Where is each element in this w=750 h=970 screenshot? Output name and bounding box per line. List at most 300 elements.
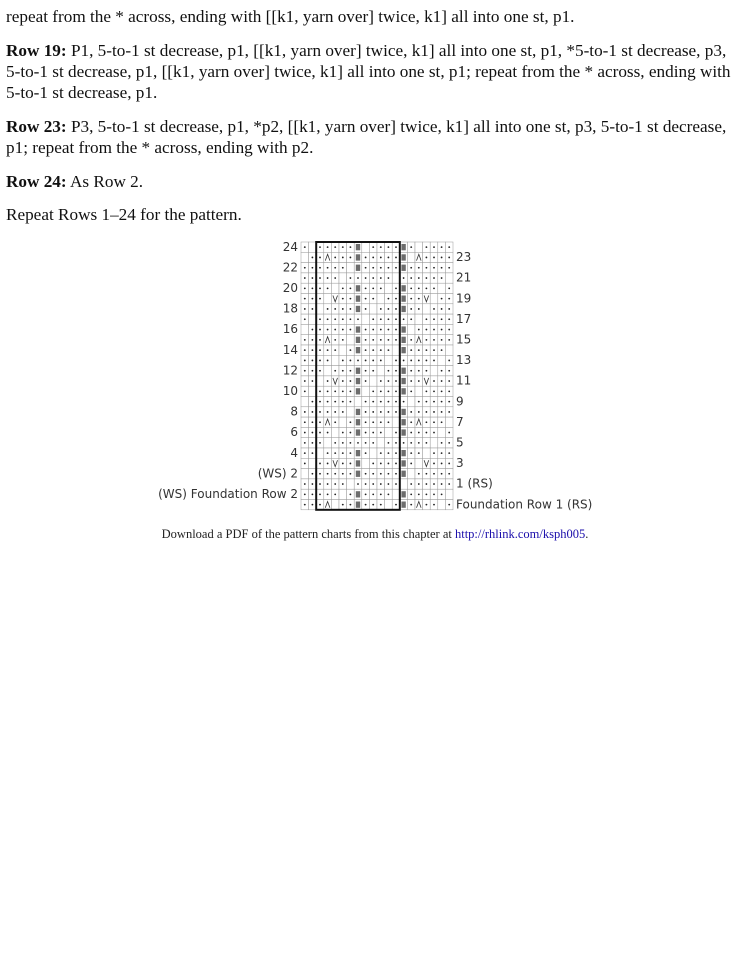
purl-dot	[441, 452, 443, 454]
decrease-symbol	[356, 265, 360, 271]
purl-dot	[388, 329, 390, 331]
purl-dot	[395, 411, 397, 413]
purl-dot	[319, 401, 321, 403]
decrease-symbol	[401, 409, 405, 415]
purl-dot	[304, 339, 306, 341]
purl-dot	[433, 452, 435, 454]
purl-dot	[441, 318, 443, 320]
purl-dot	[312, 411, 314, 413]
purl-dot	[327, 411, 329, 413]
purl-dot	[350, 370, 352, 372]
chart-cell	[407, 469, 415, 479]
caption-suffix: .	[585, 527, 589, 541]
purl-dot	[433, 257, 435, 259]
purl-dot	[327, 277, 329, 279]
purl-dot	[372, 318, 374, 320]
decrease-symbol	[401, 491, 405, 497]
purl-dot	[350, 504, 352, 506]
purl-dot	[388, 493, 390, 495]
row-label-right: 21	[456, 270, 472, 285]
purl-dot	[319, 432, 321, 434]
purl-dot	[327, 432, 329, 434]
purl-dot	[410, 287, 412, 289]
purl-dot	[448, 246, 450, 248]
decrease-symbol	[401, 378, 405, 384]
purl-dot	[388, 442, 390, 444]
decrease-symbol	[356, 378, 360, 384]
row-label-left: 18	[282, 301, 298, 316]
purl-dot	[418, 483, 420, 485]
purl-dot	[372, 493, 374, 495]
purl-dot	[350, 401, 352, 403]
purl-dot	[418, 442, 420, 444]
decrease-symbol	[356, 409, 360, 415]
purl-dot	[334, 257, 336, 259]
chart-cell	[392, 345, 400, 355]
purl-dot	[448, 411, 450, 413]
decrease-symbol	[401, 471, 405, 477]
purl-dot	[342, 452, 344, 454]
chart-caption	[0, 527, 750, 542]
purl-dot	[395, 246, 397, 248]
row-label-right: 19	[456, 291, 472, 306]
purl-dot	[441, 257, 443, 259]
purl-dot	[418, 473, 420, 475]
purl-dot	[448, 339, 450, 341]
purl-dot	[334, 370, 336, 372]
row-label-left: 4	[290, 445, 298, 460]
purl-dot	[380, 277, 382, 279]
purl-dot	[327, 308, 329, 310]
purl-dot	[410, 493, 412, 495]
purl-dot	[319, 411, 321, 413]
purl-dot	[448, 370, 450, 372]
purl-dot	[312, 370, 314, 372]
purl-dot	[304, 504, 306, 506]
purl-dot	[372, 432, 374, 434]
purl-dot	[304, 432, 306, 434]
purl-dot	[433, 246, 435, 248]
purl-dot	[380, 432, 382, 434]
purl-dot	[426, 390, 428, 392]
purl-dot	[319, 370, 321, 372]
purl-dot	[418, 370, 420, 372]
purl-dot	[418, 329, 420, 331]
purl-dot	[312, 493, 314, 495]
purl-dot	[327, 349, 329, 351]
purl-dot	[312, 360, 314, 362]
purl-dot	[365, 360, 367, 362]
decrease-symbol	[356, 429, 360, 435]
purl-dot	[350, 463, 352, 465]
purl-dot	[372, 401, 374, 403]
purl-dot	[327, 452, 329, 454]
chart-cell	[324, 366, 332, 376]
purl-dot	[395, 360, 397, 362]
purl-dot	[372, 277, 374, 279]
decrease-symbol	[401, 254, 405, 260]
purl-dot	[372, 370, 374, 372]
purl-dot	[365, 504, 367, 506]
row-label-left: 16	[282, 322, 298, 337]
purl-dot	[410, 463, 412, 465]
purl-dot	[395, 370, 397, 372]
chart-cell	[347, 263, 355, 273]
purl-dot	[304, 442, 306, 444]
row-instructions: P1, 5-to-1 st decrease, p1, [[k1, yarn over] twice, k1] all into one st, p1, *5-to-1 st decrease, p3, 5-to-1 st decrease, p1, [[k1, yarn over] twice, k1] all into one st, p1; repeat from the * across, ending with 5-to-1 st decrease, p1.	[6, 41, 731, 102]
purl-dot	[327, 287, 329, 289]
purl-dot	[441, 246, 443, 248]
purl-dot	[365, 421, 367, 423]
purl-dot	[319, 504, 321, 506]
chart-cell	[339, 273, 347, 283]
purl-dot	[380, 473, 382, 475]
purl-dot	[410, 390, 412, 392]
purl-dot	[418, 267, 420, 269]
purl-dot	[433, 329, 435, 331]
purl-dot	[426, 267, 428, 269]
purl-dot	[388, 473, 390, 475]
chart-cell	[354, 397, 362, 407]
purl-dot	[327, 329, 329, 331]
decrease-symbol	[401, 450, 405, 456]
row-label-right: 5	[456, 435, 464, 450]
purl-dot	[312, 339, 314, 341]
decrease-symbol	[356, 326, 360, 332]
purl-dot	[380, 329, 382, 331]
decrease-symbol	[356, 450, 360, 456]
purl-dot	[365, 442, 367, 444]
decrease-symbol	[356, 368, 360, 374]
purl-dot	[395, 257, 397, 259]
purl-dot	[410, 339, 412, 341]
purl-dot	[448, 360, 450, 362]
chart-cell	[331, 355, 339, 365]
purl-dot	[441, 339, 443, 341]
purl-dot	[304, 380, 306, 382]
row-label-right: 7	[456, 414, 464, 429]
purl-dot	[342, 360, 344, 362]
decrease-symbol	[356, 419, 360, 425]
purl-dot	[380, 504, 382, 506]
purl-dot	[312, 483, 314, 485]
purl-dot	[418, 432, 420, 434]
purl-dot	[441, 421, 443, 423]
purl-dot	[350, 452, 352, 454]
purl-dot	[342, 483, 344, 485]
purl-dot	[365, 380, 367, 382]
decrease-symbol	[356, 285, 360, 291]
purl-dot	[312, 349, 314, 351]
purl-dot	[441, 463, 443, 465]
purl-dot	[304, 411, 306, 413]
purl-dot	[410, 504, 412, 506]
purl-dot	[350, 257, 352, 259]
purl-dot	[395, 463, 397, 465]
purl-dot	[418, 349, 420, 351]
row-label-left: (WS) Foundation Row 2	[158, 486, 298, 501]
purl-dot	[426, 360, 428, 362]
purl-dot	[388, 298, 390, 300]
paragraph-row-24	[6, 171, 741, 192]
purl-dot	[304, 308, 306, 310]
purl-dot	[365, 277, 367, 279]
purl-dot	[312, 421, 314, 423]
decrease-symbol	[401, 388, 405, 394]
purl-dot	[365, 473, 367, 475]
purl-dot	[342, 370, 344, 372]
purl-dot	[372, 463, 374, 465]
purl-dot	[448, 473, 450, 475]
chart-cell	[362, 242, 370, 252]
decrease-symbol	[401, 368, 405, 374]
purl-dot	[312, 298, 314, 300]
purl-dot	[342, 411, 344, 413]
purl-dot	[372, 246, 374, 248]
purl-dot	[304, 298, 306, 300]
purl-dot	[410, 318, 412, 320]
purl-dot	[433, 349, 435, 351]
purl-dot	[441, 483, 443, 485]
purl-dot	[395, 442, 397, 444]
paragraph-row-19	[6, 40, 741, 103]
chart-cell	[445, 489, 453, 499]
purl-dot	[388, 452, 390, 454]
purl-dot	[342, 318, 344, 320]
purl-dot	[342, 504, 344, 506]
purl-dot	[380, 380, 382, 382]
purl-dot	[312, 380, 314, 382]
paragraph-repeat	[6, 204, 741, 225]
purl-dot	[448, 504, 450, 506]
purl-dot	[312, 308, 314, 310]
decrease-symbol	[401, 502, 405, 508]
purl-dot	[334, 411, 336, 413]
purl-dot	[380, 483, 382, 485]
purl-dot	[388, 380, 390, 382]
purl-dot	[327, 318, 329, 320]
row-label-right: 9	[456, 394, 464, 409]
purl-dot	[388, 277, 390, 279]
purl-dot	[441, 493, 443, 495]
purl-dot	[410, 432, 412, 434]
decrease-symbol	[401, 460, 405, 466]
row-label-left: 24	[282, 239, 298, 254]
purl-dot	[433, 493, 435, 495]
purl-dot	[426, 370, 428, 372]
row-label-right: Foundation Row 1 (RS)	[456, 497, 593, 512]
row-instructions: Repeat Rows 1–24 for the pattern.	[6, 205, 242, 224]
purl-dot	[441, 329, 443, 331]
purl-dot	[418, 411, 420, 413]
decrease-symbol	[401, 244, 405, 250]
row-label-right: 1 (RS)	[456, 476, 493, 491]
purl-dot	[395, 329, 397, 331]
purl-dot	[433, 308, 435, 310]
purl-dot	[426, 504, 428, 506]
purl-dot	[304, 246, 306, 248]
purl-dot	[350, 349, 352, 351]
purl-dot	[334, 421, 336, 423]
chart-cell	[392, 273, 400, 283]
chart-cell	[331, 427, 339, 437]
purl-dot	[418, 401, 420, 403]
purl-dot	[372, 473, 374, 475]
purl-dot	[334, 483, 336, 485]
purl-dot	[410, 298, 412, 300]
purl-dot	[395, 504, 397, 506]
purl-dot	[433, 287, 435, 289]
chart-cell	[362, 386, 370, 396]
row-label-left: 8	[290, 404, 298, 419]
row-label-right: 13	[456, 353, 472, 368]
purl-dot	[448, 442, 450, 444]
purl-dot	[327, 473, 329, 475]
purl-dot	[319, 318, 321, 320]
row-instructions: P3, 5-to-1 st decrease, p1, *p2, [[k1, yarn over] twice, k1] all into one st, p3, 5-to-1 st decrease, p1; repeat from the * across, ending with p2.	[6, 117, 727, 157]
purl-dot	[327, 360, 329, 362]
chart-cell	[347, 335, 355, 345]
purl-dot	[365, 329, 367, 331]
purl-dot	[357, 442, 359, 444]
purl-dot	[395, 452, 397, 454]
decrease-symbol	[356, 306, 360, 312]
purl-dot	[319, 421, 321, 423]
purl-dot	[365, 493, 367, 495]
purl-dot	[388, 318, 390, 320]
purl-dot	[312, 452, 314, 454]
purl-dot	[441, 308, 443, 310]
purl-dot	[433, 339, 435, 341]
purl-dot	[334, 339, 336, 341]
purl-dot	[441, 370, 443, 372]
purl-dot	[410, 411, 412, 413]
chart-cell	[392, 489, 400, 499]
purl-dot	[448, 432, 450, 434]
purl-dot	[342, 390, 344, 392]
purl-dot	[388, 463, 390, 465]
purl-dot	[418, 287, 420, 289]
purl-dot	[395, 483, 397, 485]
purl-dot	[312, 277, 314, 279]
purl-dot	[448, 267, 450, 269]
paragraph-row-23	[6, 116, 741, 158]
purl-dot	[357, 360, 359, 362]
purl-dot	[342, 473, 344, 475]
purl-dot	[334, 308, 336, 310]
purl-dot	[342, 463, 344, 465]
purl-dot	[319, 257, 321, 259]
purl-dot	[388, 349, 390, 351]
purl-dot	[327, 390, 329, 392]
purl-dot	[388, 267, 390, 269]
purl-dot	[334, 442, 336, 444]
purl-dot	[380, 349, 382, 351]
purl-dot	[312, 329, 314, 331]
purl-dot	[365, 257, 367, 259]
row-label-left: 22	[282, 260, 298, 275]
purl-dot	[395, 401, 397, 403]
purl-dot	[418, 493, 420, 495]
purl-dot	[350, 298, 352, 300]
row-instructions: As Row 2.	[66, 172, 144, 191]
purl-dot	[350, 360, 352, 362]
purl-dot	[380, 463, 382, 465]
chart-cell	[324, 294, 332, 304]
purl-dot	[304, 493, 306, 495]
purl-dot	[433, 504, 435, 506]
purl-dot	[372, 329, 374, 331]
chart-cell	[400, 479, 408, 489]
purl-dot	[342, 380, 344, 382]
purl-dot	[388, 390, 390, 392]
chart-cell	[430, 438, 438, 448]
purl-dot	[350, 329, 352, 331]
purl-dot	[426, 483, 428, 485]
purl-dot	[372, 421, 374, 423]
purl-dot	[448, 380, 450, 382]
purl-dot	[350, 432, 352, 434]
purl-dot	[319, 329, 321, 331]
purl-dot	[319, 246, 321, 248]
purl-dot	[395, 308, 397, 310]
purl-dot	[433, 380, 435, 382]
purl-dot	[304, 287, 306, 289]
purl-dot	[327, 493, 329, 495]
purl-dot	[319, 277, 321, 279]
purl-dot	[418, 308, 420, 310]
purl-dot	[372, 349, 374, 351]
chart-cell	[415, 314, 423, 324]
purl-dot	[448, 257, 450, 259]
purl-dot	[319, 463, 321, 465]
purl-dot	[327, 401, 329, 403]
purl-dot	[395, 339, 397, 341]
decrease-symbol	[356, 388, 360, 394]
purl-dot	[380, 267, 382, 269]
purl-dot	[342, 287, 344, 289]
row-label-left: 14	[282, 342, 298, 357]
chart-cell	[369, 376, 377, 386]
chart-cell	[392, 417, 400, 427]
purl-dot	[334, 277, 336, 279]
purl-dot	[388, 370, 390, 372]
decrease-symbol	[356, 296, 360, 302]
purl-dot	[312, 287, 314, 289]
chart-cell	[309, 314, 317, 324]
purl-dot	[342, 267, 344, 269]
chart-cell	[309, 458, 317, 468]
purl-dot	[410, 246, 412, 248]
chart-cell	[331, 500, 339, 510]
pdf-download-link[interactable]: http://rhlink.com/ksph005	[454, 527, 586, 541]
purl-dot	[403, 318, 405, 320]
purl-dot	[372, 298, 374, 300]
purl-dot	[380, 339, 382, 341]
purl-dot	[365, 308, 367, 310]
purl-dot	[395, 267, 397, 269]
purl-dot	[372, 339, 374, 341]
chart-cell	[407, 324, 415, 334]
purl-dot	[350, 287, 352, 289]
row-label-left: (WS) 2	[257, 466, 298, 481]
purl-dot	[312, 432, 314, 434]
decrease-symbol	[401, 296, 405, 302]
purl-dot	[403, 401, 405, 403]
paragraph-row-continuation	[6, 6, 741, 27]
purl-dot	[433, 267, 435, 269]
decrease-symbol	[356, 471, 360, 477]
